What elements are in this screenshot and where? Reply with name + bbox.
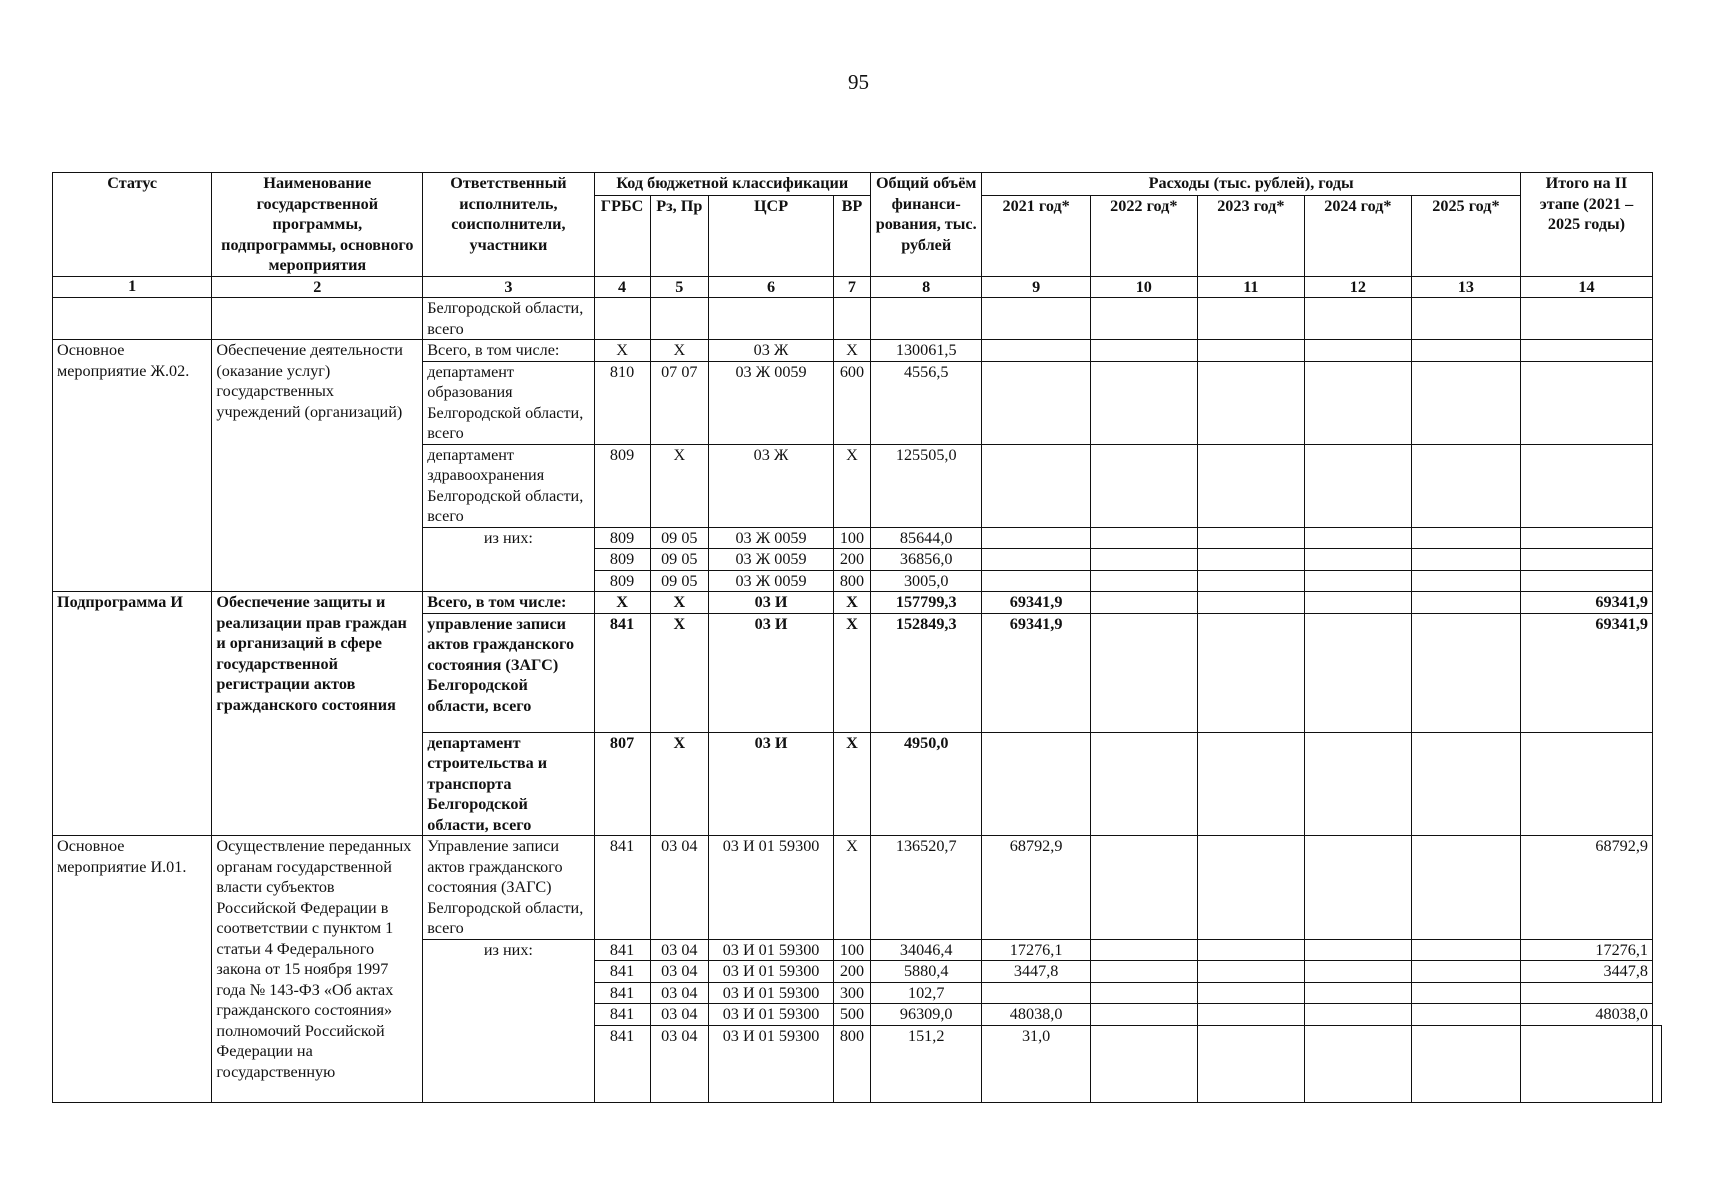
header-grbs: ГРБС: [594, 195, 650, 276]
rzpr-cell: 03 04: [650, 1025, 709, 1102]
stage-total-cell: 17276,1: [1520, 939, 1652, 961]
table-row: [53, 340, 1662, 362]
header-budget-code: Код бюджетной классификации: [594, 173, 870, 196]
stage-total-cell: 69341,9: [1520, 592, 1652, 614]
total-cell: 125505,0: [870, 444, 982, 527]
colnum-3: 3: [423, 276, 594, 298]
rzpr-cell: Х: [650, 592, 709, 614]
status-cell: Основное мероприятие И.01.: [53, 836, 212, 1103]
header-vr: ВР: [834, 195, 871, 276]
total-cell: 157799,3: [870, 592, 982, 614]
header-row-1: [53, 173, 1662, 196]
y2021-cell: 69341,9: [982, 613, 1090, 732]
grbs-cell: 841: [594, 1025, 650, 1102]
total-cell: 4556,5: [870, 361, 982, 444]
vr-cell: 800: [834, 1025, 871, 1102]
status-cell: Подпрограмма И: [53, 592, 212, 836]
grbs-cell: 841: [594, 1004, 650, 1026]
csr-cell: 03 И 01 59300: [709, 982, 834, 1004]
csr-cell: 03 И: [709, 732, 834, 836]
csr-cell: 03 И: [709, 613, 834, 732]
total-cell: 102,7: [870, 982, 982, 1004]
header-total-volume: Общий объём финанси-рования, тыс. рублей: [870, 173, 982, 277]
vr-cell: Х: [834, 340, 871, 362]
colnum-11: 11: [1197, 276, 1304, 298]
vr-cell: 100: [834, 939, 871, 961]
rzpr-cell: Х: [650, 732, 709, 836]
total-cell: 85644,0: [870, 527, 982, 549]
executor-cell: Управление записи актов гражданского состояния (ЗАГС) Белгородской области, всего: [423, 836, 594, 940]
rzpr-cell: Х: [650, 444, 709, 527]
grbs-cell: 841: [594, 961, 650, 983]
vr-cell: 200: [834, 961, 871, 983]
csr-cell: 03 И 01 59300: [709, 1004, 834, 1026]
total-cell: 136520,7: [870, 836, 982, 940]
rzpr-cell: 03 04: [650, 939, 709, 961]
vr-cell: 500: [834, 1004, 871, 1026]
vr-cell: 200: [834, 549, 871, 571]
csr-cell: 03 И 01 59300: [709, 1025, 834, 1102]
y2021-cell: 48038,0: [982, 1004, 1090, 1026]
csr-cell: 03 И: [709, 592, 834, 614]
vr-cell: Х: [834, 613, 871, 732]
total-cell: 96309,0: [870, 1004, 982, 1026]
executor-cell: управление записи актов гражданского состояния (ЗАГС) Белгородской области, всего: [423, 613, 594, 732]
colnum-13: 13: [1411, 276, 1520, 298]
total-cell: 3005,0: [870, 570, 982, 592]
stage-total-cell: 3447,8: [1520, 961, 1652, 983]
table-row: [53, 836, 1662, 940]
grbs-cell: 810: [594, 361, 650, 444]
rzpr-cell: 09 05: [650, 527, 709, 549]
vr-cell: 600: [834, 361, 871, 444]
stage-total-cell: 68792,9: [1520, 836, 1652, 940]
csr-cell: 03 И 01 59300: [709, 939, 834, 961]
header-stage-total: Итого на II этапе (2021 – 2025 годы): [1520, 173, 1652, 277]
table-row: [53, 298, 1662, 340]
header-2021: 2021 год*: [982, 195, 1090, 276]
colnum-6: 6: [709, 276, 834, 298]
csr-cell: 03 И 01 59300: [709, 961, 834, 983]
executor-cell: Всего, в том числе:: [423, 340, 594, 362]
vr-cell: 800: [834, 570, 871, 592]
y2021-cell: 17276,1: [982, 939, 1090, 961]
y2021-cell: 68792,9: [982, 836, 1090, 940]
column-number-row: [53, 276, 1662, 298]
grbs-cell: 841: [594, 982, 650, 1004]
header-csr: ЦСР: [709, 195, 834, 276]
colnum-9: 9: [982, 276, 1090, 298]
grbs-cell: 809: [594, 570, 650, 592]
colnum-14: 14: [1520, 276, 1652, 298]
colnum-8: 8: [870, 276, 982, 298]
executor-cell: из них:: [423, 939, 594, 1102]
rzpr-cell: Х: [650, 613, 709, 732]
budget-table: [52, 172, 1662, 1103]
total-cell: 151,2: [870, 1025, 982, 1102]
csr-cell: 03 Ж 0059: [709, 570, 834, 592]
grbs-cell: 841: [594, 939, 650, 961]
colnum-12: 12: [1304, 276, 1411, 298]
executor-cell: департамент строительства и транспорта Белгородской области, всего: [423, 732, 594, 836]
header-2022: 2022 год*: [1090, 195, 1197, 276]
grbs-cell: 807: [594, 732, 650, 836]
grbs-cell: 809: [594, 549, 650, 571]
grbs-cell: Х: [594, 340, 650, 362]
status-cell: Основное мероприятие Ж.02.: [53, 340, 212, 592]
csr-cell: 03 Ж 0059: [709, 549, 834, 571]
name-cell: [212, 298, 423, 340]
stage-total-cell: 48038,0: [1520, 1004, 1652, 1026]
total-cell: 4950,0: [870, 732, 982, 836]
vr-cell: Х: [834, 836, 871, 940]
total-cell: 34046,4: [870, 939, 982, 961]
header-executor: Ответственный исполнитель, соисполнители, участники: [423, 173, 594, 277]
colnum-7: 7: [834, 276, 871, 298]
vr-cell: Х: [834, 592, 871, 614]
rzpr-cell: 03 04: [650, 982, 709, 1004]
total-cell: 130061,5: [870, 340, 982, 362]
vr-cell: Х: [834, 732, 871, 836]
header-2024: 2024 год*: [1304, 195, 1411, 276]
y2021-cell: 31,0: [982, 1025, 1090, 1102]
csr-cell: 03 И 01 59300: [709, 836, 834, 940]
rzpr-cell: 03 04: [650, 961, 709, 983]
executor-cell: Всего, в том числе:: [423, 592, 594, 614]
status-cell: [53, 298, 212, 340]
rzpr-cell: 07 07: [650, 361, 709, 444]
executor-cell: департамент образования Белгородской области, всего: [423, 361, 594, 444]
total-cell: 5880,4: [870, 961, 982, 983]
csr-cell: 03 Ж 0059: [709, 527, 834, 549]
page-number: 95: [848, 70, 869, 94]
grbs-cell: 809: [594, 444, 650, 527]
rzpr-cell: 09 05: [650, 570, 709, 592]
vr-cell: 300: [834, 982, 871, 1004]
rzpr-cell: 03 04: [650, 836, 709, 940]
rzpr-cell: 03 04: [650, 1004, 709, 1026]
grbs-cell: 841: [594, 836, 650, 940]
header-expenses: Расходы (тыс. рублей), годы: [982, 173, 1520, 196]
colnum-10: 10: [1090, 276, 1197, 298]
colnum-4: 4: [594, 276, 650, 298]
rzpr-cell: Х: [650, 340, 709, 362]
total-cell: 36856,0: [870, 549, 982, 571]
colnum-5: 5: [650, 276, 709, 298]
colnum-1: 1: [53, 276, 212, 298]
header-2025: 2025 год*: [1411, 195, 1520, 276]
grbs-cell: Х: [594, 592, 650, 614]
vr-cell: Х: [834, 444, 871, 527]
budget-table-sheet: [52, 172, 1662, 1142]
executor-cell: департамент здравоохранения Белгородской области, всего: [423, 444, 594, 527]
vr-cell: 100: [834, 527, 871, 549]
grbs-cell: 809: [594, 527, 650, 549]
total-cell: 152849,3: [870, 613, 982, 732]
name-cell: Обеспечение защиты и реализации прав граждан и организаций в сфере государственной регистрации актов гражданского состояния: [212, 592, 423, 836]
grbs-cell: 841: [594, 613, 650, 732]
header-rzpr: Рз, Пр: [650, 195, 709, 276]
y2021-cell: 69341,9: [982, 592, 1090, 614]
header-2023: 2023 год*: [1197, 195, 1304, 276]
csr-cell: 03 Ж: [709, 444, 834, 527]
executor-cell: из них:: [423, 527, 594, 592]
csr-cell: 03 Ж 0059: [709, 361, 834, 444]
y2021-cell: 3447,8: [982, 961, 1090, 983]
table-row: [53, 592, 1662, 614]
name-cell: Осуществление переданных органам государственной власти субъектов Российской Федерации в соответствии с пунктом 1 статьи 4 Федерального закона от 15 ноября 1997 года № 143-ФЗ «Об актах гражданского состояния» полномочий Российской Федерации на государственную: [212, 836, 423, 1103]
stage-total-cell: 69341,9: [1520, 613, 1652, 732]
colnum-2: 2: [212, 276, 423, 298]
rzpr-cell: 09 05: [650, 549, 709, 571]
csr-cell: 03 Ж: [709, 340, 834, 362]
header-status: Статус: [53, 173, 212, 277]
executor-cell: Белгородской области, всего: [423, 298, 594, 340]
header-program-name: Наименование государственной программы, подпрограммы, основного мероприятия: [212, 173, 423, 277]
name-cell: Обеспечение деятельности (оказание услуг) государственных учреждений (организаций): [212, 340, 423, 592]
